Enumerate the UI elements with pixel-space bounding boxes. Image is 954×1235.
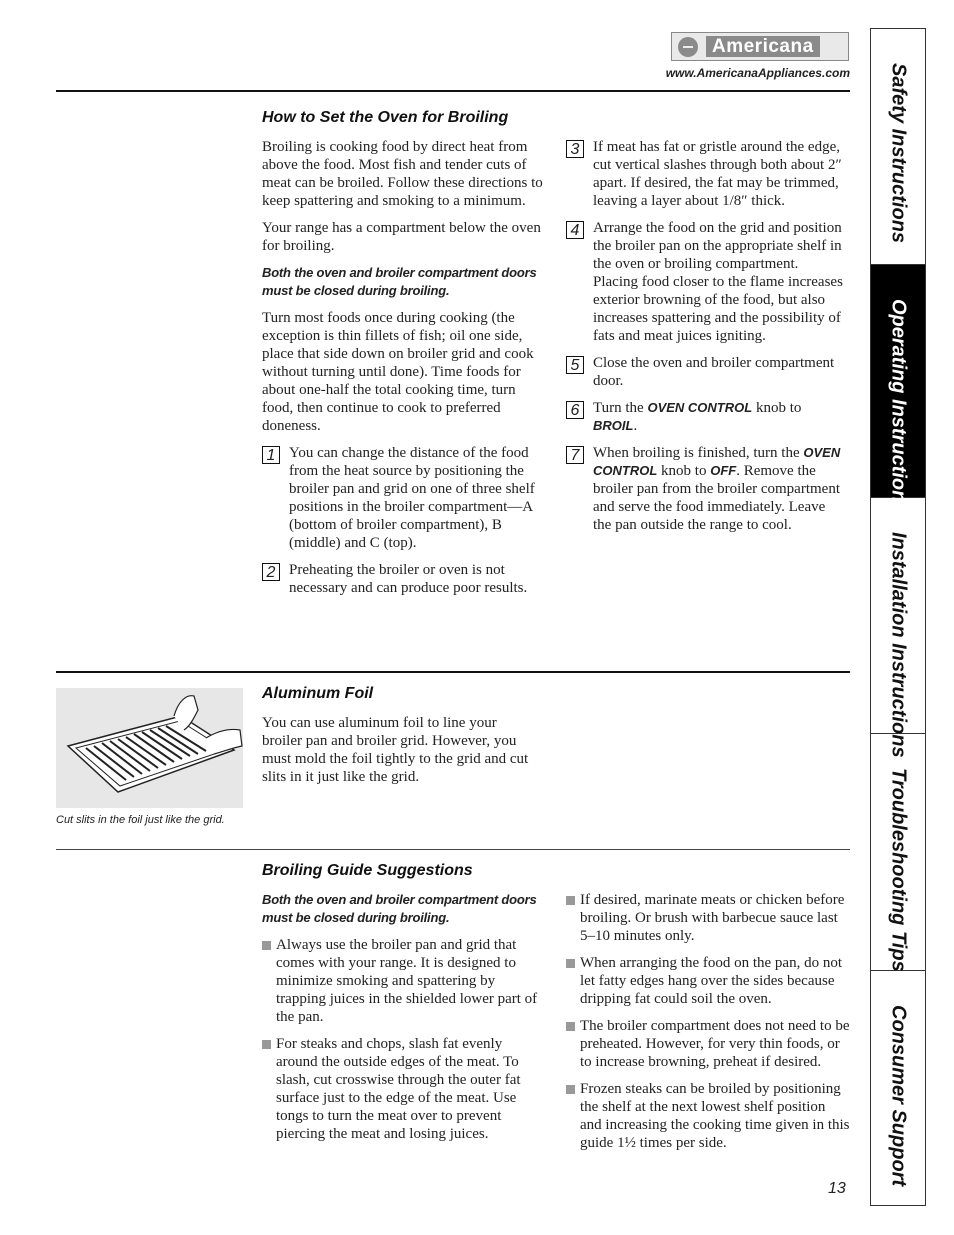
bullet-text: If desired, marinate meats or chicken before broiling. Or brush with barbecue sauce last 5–10 minutes only. bbox=[580, 892, 845, 944]
step-1 bbox=[262, 444, 548, 552]
guide-bullet bbox=[566, 954, 850, 1008]
step-number: 3 bbox=[566, 140, 584, 158]
guide-bullet bbox=[262, 936, 538, 1026]
brand-name: Americana bbox=[706, 36, 820, 57]
step-text bbox=[593, 399, 846, 435]
step-text: Preheating the broiler or oven is not necessary and can produce poor results. bbox=[289, 562, 528, 596]
section-rule bbox=[56, 849, 850, 850]
side-tab-bar bbox=[870, 28, 926, 1206]
brand-logo bbox=[671, 32, 849, 61]
step-text: If meat has fat or gristle around the edge, cut vertical slashes through both about 2″ apart. If desired, the fat may be trimmed, leaving a layer about 1/8″ thick. bbox=[593, 139, 842, 209]
tab-installation-instructions[interactable] bbox=[871, 498, 925, 758]
broiling-compartment-text: Your range has a compartment below the oven for broiling. bbox=[262, 220, 541, 254]
guide-left-column bbox=[262, 891, 538, 1152]
tab-operating-instructions[interactable] bbox=[871, 265, 925, 514]
bullet-text: Frozen steaks can be broiled by positioning the shelf at the next lowest shelf position and increasing the cooking time given in this guide 1½ times per side. bbox=[580, 1081, 850, 1151]
section-rule bbox=[56, 671, 850, 673]
bullet-text: For steaks and chops, slash fat evenly around the outside edges of the meat. To slash, cut crosswise through the outer fat surface just to the edge of the meat. Use tongs to turn the meat over to prevent piercing the meat and losing juices. bbox=[276, 1036, 521, 1142]
foil-text-column bbox=[262, 714, 532, 795]
website-url[interactable]: www.AmericanaAppliances.com bbox=[665, 66, 850, 80]
broiling-section-title: How to Set the Oven for Broiling bbox=[262, 109, 509, 126]
guide-section-title: Broiling Guide Suggestions bbox=[262, 862, 473, 879]
square-bullet-icon bbox=[566, 1022, 575, 1031]
step-text-pre: Turn the bbox=[593, 400, 648, 416]
step-number: 7 bbox=[566, 446, 584, 464]
off-keyword: OFF bbox=[710, 463, 737, 478]
step-text bbox=[593, 444, 846, 534]
bullet-text: Always use the broiler pan and grid that comes with your range. It is designed to minimize smoking and spattering by trapping juices in the shielded lower part of the pan. bbox=[276, 937, 538, 1025]
broiling-intro: Broiling is cooking food by direct heat from above the food. Most fish and tender cuts of meat can be broiled. Follow these directions to keep spattering and smoking to a minimum. bbox=[262, 139, 543, 209]
foil-text: You can use aluminum foil to line your broiler pan and broiler grid. However, you must mold the foil tightly to the grid and cut slits in it just like the grid. bbox=[262, 715, 529, 785]
header-rule bbox=[56, 90, 850, 92]
brand-emblem-icon bbox=[678, 37, 698, 57]
broiling-right-column bbox=[566, 138, 846, 543]
broiling-door-note: Both the oven and broiler compartment doors must be closed during broiling. bbox=[262, 265, 537, 298]
step-text: Arrange the food on the grid and position the broiler pan on the appropriate shelf in the oven or broiling compartment. Placing food closer to the flame increases exterior browning of the food, but also increases spattering and the possibility of fats and meat juices igniting. bbox=[593, 220, 843, 344]
guide-right-column bbox=[566, 891, 850, 1161]
tab-troubleshooting-tips[interactable] bbox=[871, 734, 925, 971]
bullet-text: The broiler compartment does not need to be preheated. However, for very thin foods, or to increase browning, preheat if desired. bbox=[580, 1018, 850, 1070]
guide-bullet bbox=[566, 1080, 850, 1152]
bullet-text: When arranging the food on the pan, do not let fatty edges hang over the sides because dripping fat could soil the oven. bbox=[580, 955, 843, 1007]
tab-label: Consumer Support bbox=[887, 1005, 910, 1187]
square-bullet-icon bbox=[566, 896, 575, 905]
step-2 bbox=[262, 561, 548, 597]
guide-bullet bbox=[262, 1035, 538, 1143]
guide-bullet bbox=[566, 891, 850, 945]
guide-door-note: Both the oven and broiler compartment doors must be closed during broiling. bbox=[262, 892, 537, 925]
step-text-mid: knob to bbox=[752, 400, 802, 416]
square-bullet-icon bbox=[566, 1085, 575, 1094]
step-6 bbox=[566, 399, 846, 435]
step-text-post: . Remove the broiler pan from the broiler compartment and serve the food immediately. Leave the pan outside the range to cool. bbox=[593, 463, 840, 533]
broil-keyword: BROIL bbox=[593, 418, 634, 433]
tab-consumer-support[interactable] bbox=[871, 971, 925, 1205]
step-4 bbox=[566, 219, 846, 345]
step-number: 1 bbox=[262, 446, 280, 464]
oven-control-keyword: OVEN CONTROL bbox=[647, 400, 753, 415]
step-text-mid: knob to bbox=[657, 463, 711, 479]
step-text: Close the oven and broiler compartment door. bbox=[593, 355, 835, 389]
broiler-pan-foil-icon bbox=[56, 688, 243, 808]
page-number: 13 bbox=[828, 1180, 846, 1197]
step-number: 5 bbox=[566, 356, 584, 374]
guide-bullet bbox=[566, 1017, 850, 1071]
step-number: 4 bbox=[566, 221, 584, 239]
step-7 bbox=[566, 444, 846, 534]
foil-illustration bbox=[56, 688, 243, 808]
square-bullet-icon bbox=[262, 941, 271, 950]
foil-section-title: Aluminum Foil bbox=[262, 685, 374, 702]
step-text-pre: When broiling is finished, turn the bbox=[593, 445, 804, 461]
foil-caption: Cut slits in the foil just like the grid. bbox=[56, 814, 225, 826]
step-number: 6 bbox=[566, 401, 584, 419]
oven-control-keyword: OVEN CONTROL bbox=[593, 445, 841, 478]
tab-label: Installation Instructions bbox=[887, 532, 910, 758]
broiling-left-column bbox=[262, 138, 548, 606]
tab-label: Safety Instructions bbox=[887, 63, 910, 244]
tab-safety-instructions[interactable] bbox=[871, 29, 925, 265]
step-text-post: . bbox=[633, 418, 638, 434]
square-bullet-icon bbox=[566, 959, 575, 968]
broiling-turning-text: Turn most foods once during cooking (the exception is thin fillets of fish; oil one side, place that side down on broiler grid and cook without turning until done). Time foods for about one-half the total cooking time, turn food, then continue to cook to preferred doneness. bbox=[262, 310, 534, 434]
step-number: 2 bbox=[262, 563, 280, 581]
step-5 bbox=[566, 354, 846, 390]
step-3 bbox=[566, 138, 846, 210]
tab-label: Operating Instructions bbox=[887, 299, 910, 514]
tab-label: Troubleshooting Tips bbox=[887, 768, 910, 972]
square-bullet-icon bbox=[262, 1040, 271, 1049]
step-text: You can change the distance of the food from the heat source by positioning the broiler pan and grid on one of three shelf positions in the broiler compartment—A (bottom of broiler compartment), B (middle) and C (top). bbox=[289, 445, 535, 551]
